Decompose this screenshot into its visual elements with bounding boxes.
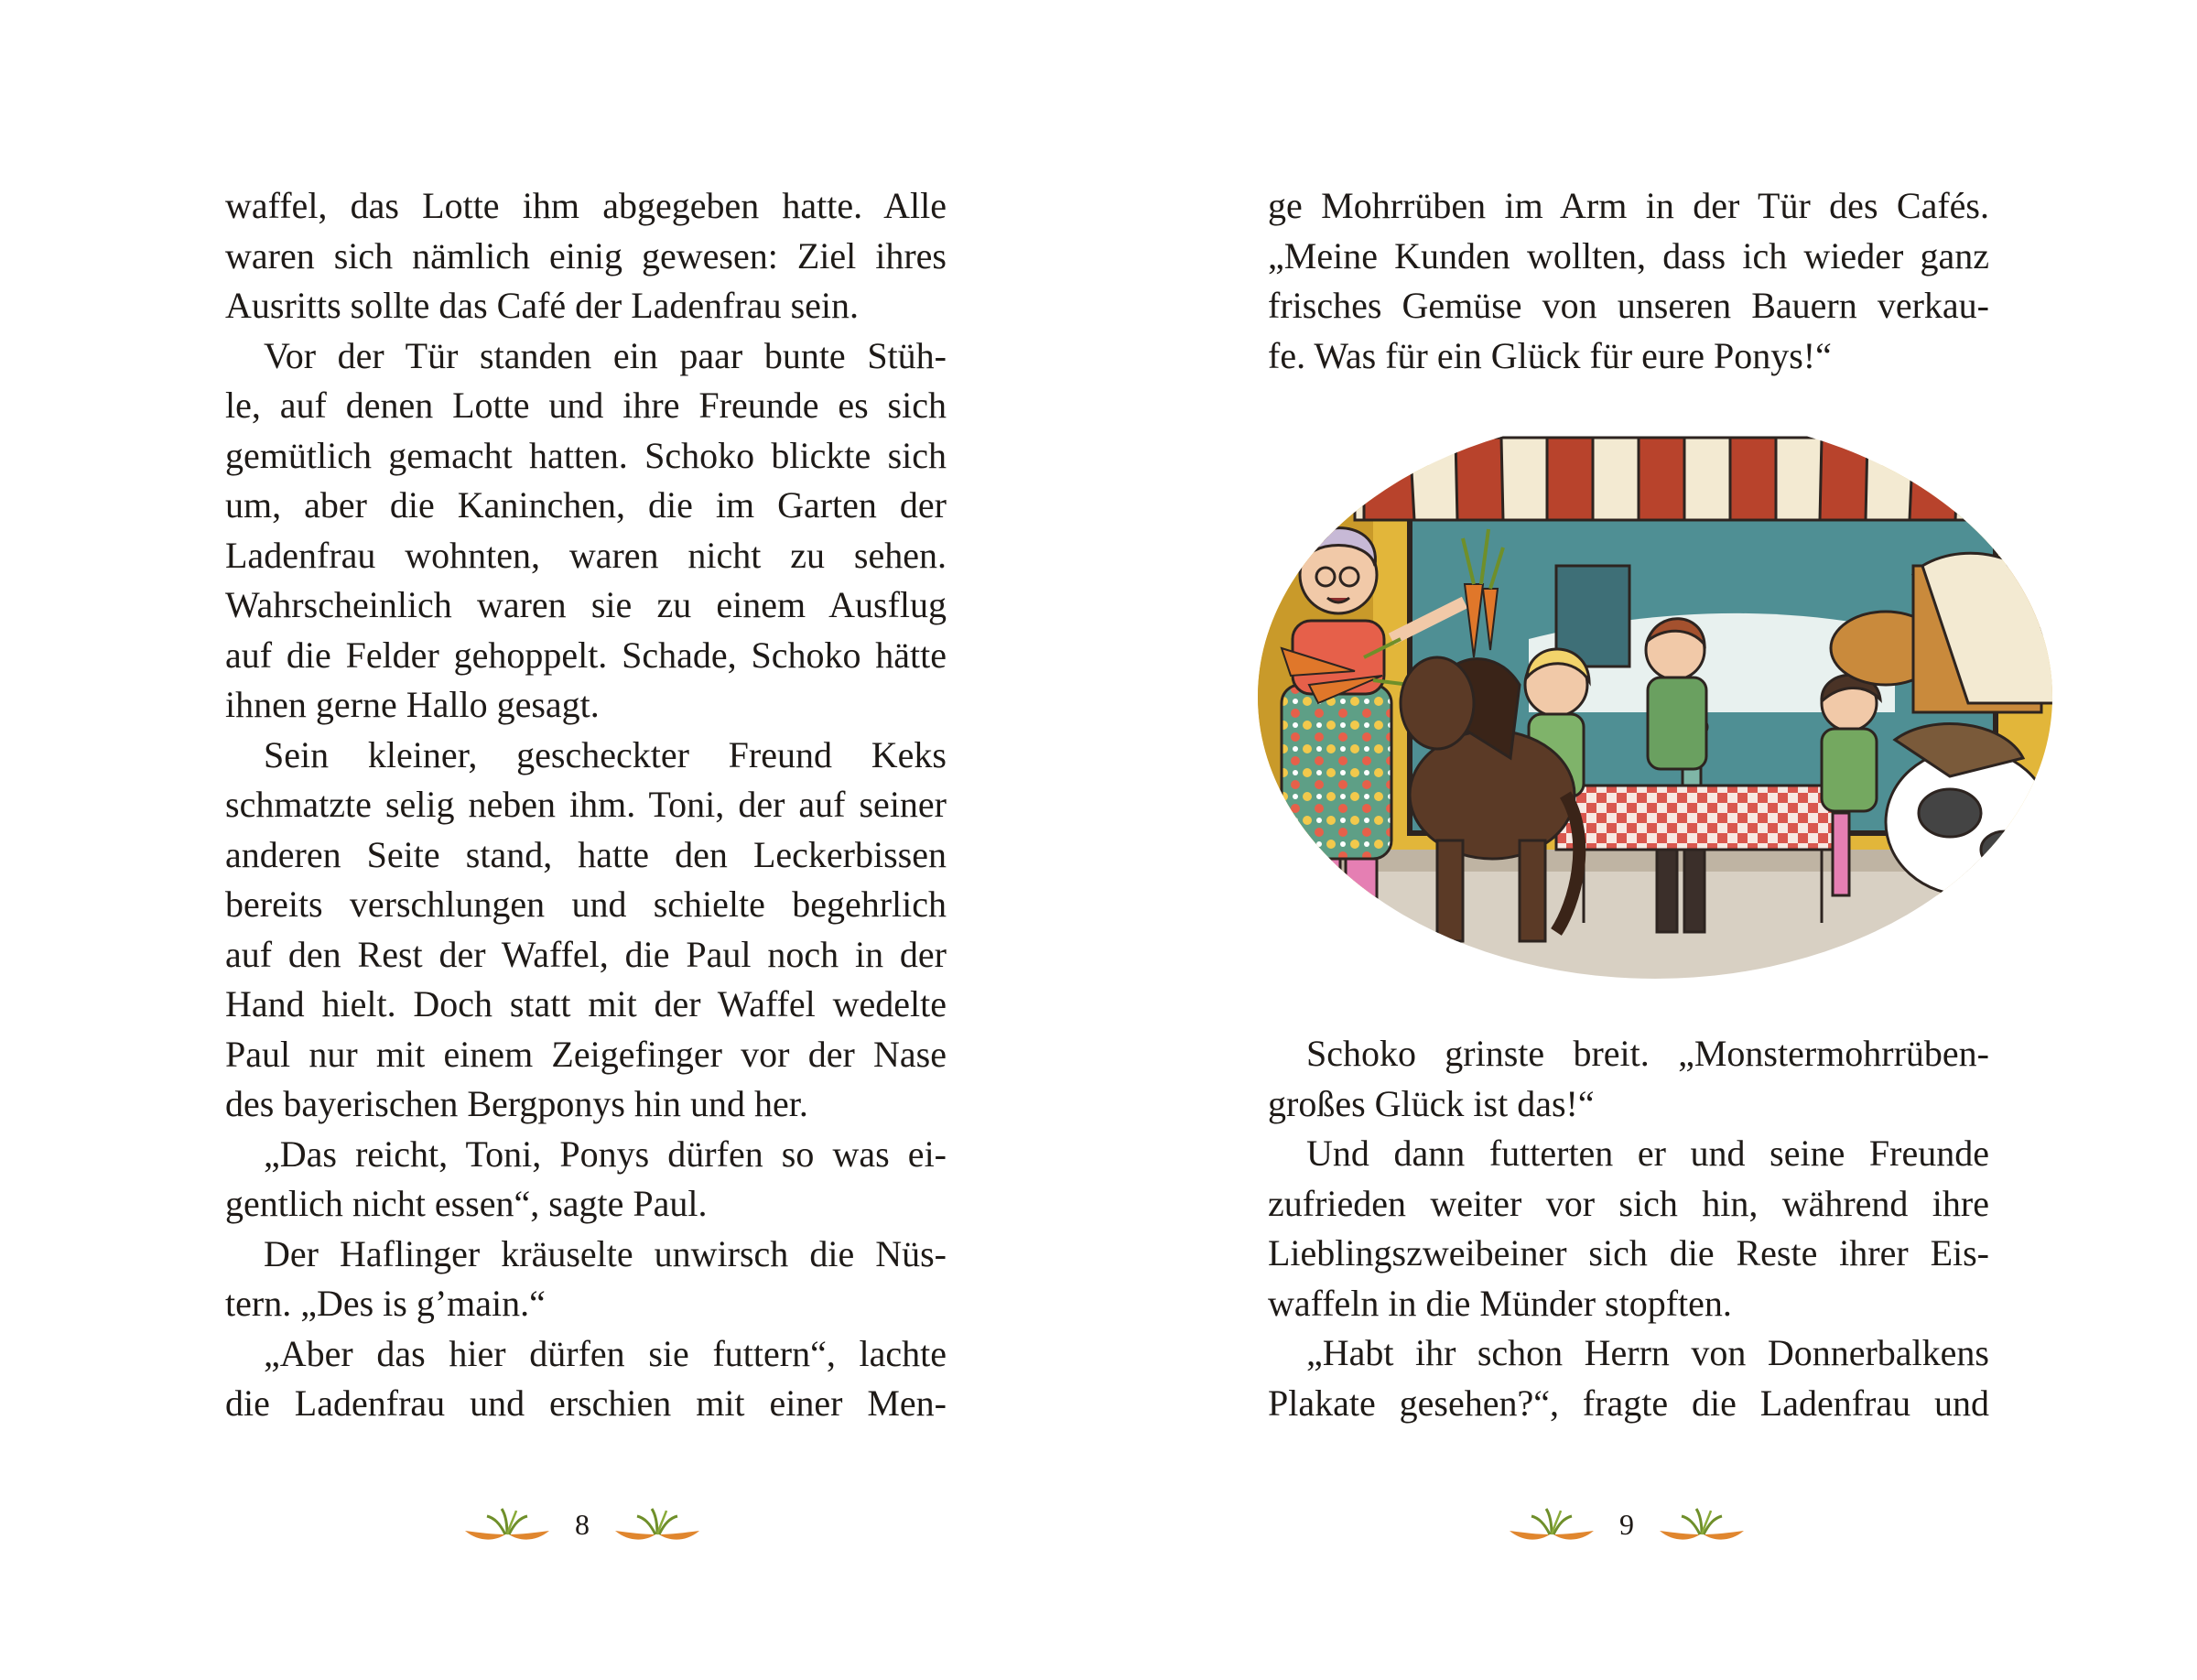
carrot-pair-icon	[610, 1501, 705, 1547]
text-line: um, aber die Kaninchen, die im Garten der	[225, 484, 947, 526]
text-line: waffel, das Lotte ihm abgegeben hatte. Alle	[225, 185, 947, 226]
text-line: Vor der Tür standen ein paar bunte Stüh-	[264, 334, 947, 376]
text-line: großes Glück ist das!“	[1268, 1082, 1595, 1124]
text-line: ihnen gerne Hallo gesagt.	[225, 684, 600, 725]
page-number: 8	[575, 1507, 590, 1541]
text-line: „Meine Kunden wollten, dass ich wieder ganz	[1268, 234, 1989, 276]
text-line: Und dann futterten er und seine Freunde	[1306, 1133, 1989, 1174]
carrot-pair-icon	[1654, 1501, 1749, 1547]
text-line: frisches Gemüse von unseren Bauern verkau-	[1268, 285, 1989, 326]
page-number: 9	[1619, 1507, 1634, 1541]
text-line: gemütlich gemacht hatten. Schoko blickte sich	[225, 434, 947, 476]
right-page	[1098, 0, 2197, 1680]
cafe-scene-image	[1254, 410, 2056, 983]
text-line: Ausritts sollte das Café der Ladenfrau sein.	[225, 285, 860, 326]
text-line: auf den Rest der Waffel, die Paul noch in der	[225, 933, 947, 975]
text-line: „Aber das hier dürfen sie futtern“, lachte	[264, 1332, 947, 1374]
text-line: schmatzte selig neben ihm. Toni, der auf seiner	[225, 784, 947, 825]
carrot-pair-icon	[1504, 1501, 1599, 1547]
text-line: Der Haflinger kräuselte unwirsch die Nüs-	[264, 1232, 947, 1274]
text-line: bereits verschlungen und schielte begehrlich	[225, 883, 947, 925]
text-line: die Ladenfrau und erschien mit einer Men-	[225, 1382, 947, 1424]
text-line: anderen Seite stand, hatte den Leckerbissen	[225, 833, 947, 875]
text-line: waren sich nämlich einig gewesen: Ziel ihres	[225, 234, 947, 276]
text-line: zufrieden weiter vor sich hin, während ihre	[1268, 1182, 1989, 1224]
text-line: Schoko grinste breit. „Monstermohrrüben-	[1306, 1033, 1989, 1074]
text-line: Sein kleiner, gescheckter Freund Keks	[264, 733, 947, 775]
text-line: tern. „Des is g’main.“	[225, 1283, 546, 1324]
page-number-folio	[1504, 1501, 1749, 1547]
carrot-pair-icon	[460, 1501, 555, 1547]
text-line: gentlich nicht essen“, sagte Paul.	[225, 1183, 708, 1224]
text-line: waffeln in die Münder stopften.	[1268, 1282, 1732, 1324]
left-page	[0, 0, 1098, 1680]
page-number-folio	[460, 1501, 705, 1547]
text-line: Paul nur mit einem Zeigefinger vor der Nase	[225, 1033, 947, 1075]
text-line: Ladenfrau wohnten, waren nicht zu sehen.	[225, 534, 947, 576]
text-line: Hand hielt. Doch statt mit der Waffel wedelte	[225, 983, 947, 1024]
text-line: des bayerischen Bergponys hin und her.	[225, 1083, 808, 1124]
text-line: ge Mohrrüben im Arm in der Tür des Cafés.	[1268, 185, 1989, 226]
cafe-illustration	[1254, 410, 2056, 983]
right-page-text-top	[1268, 181, 1989, 381]
text-line: „Habt ihr schon Herrn von Donnerbalkens	[1306, 1332, 1989, 1373]
text-line: auf die Felder gehoppelt. Schade, Schoko hätte	[225, 634, 947, 676]
text-line: Lieblingszweibeiner sich die Reste ihrer Eis-	[1268, 1232, 1989, 1274]
text-line: „Das reicht, Toni, Ponys dürfen so was ei-	[264, 1133, 947, 1175]
text-line: le, auf denen Lotte und ihre Freunde es sich	[225, 385, 947, 426]
text-line: Wahrscheinlich waren sie zu einem Ausflug	[225, 584, 947, 625]
text-line: fe. Was für ein Glück für eure Ponys!“	[1268, 334, 1832, 376]
text-line: Plakate gesehen?“, fragte die Ladenfrau und	[1268, 1382, 1989, 1424]
left-page-text	[225, 181, 947, 1429]
right-page-text-bottom	[1268, 1029, 1989, 1428]
